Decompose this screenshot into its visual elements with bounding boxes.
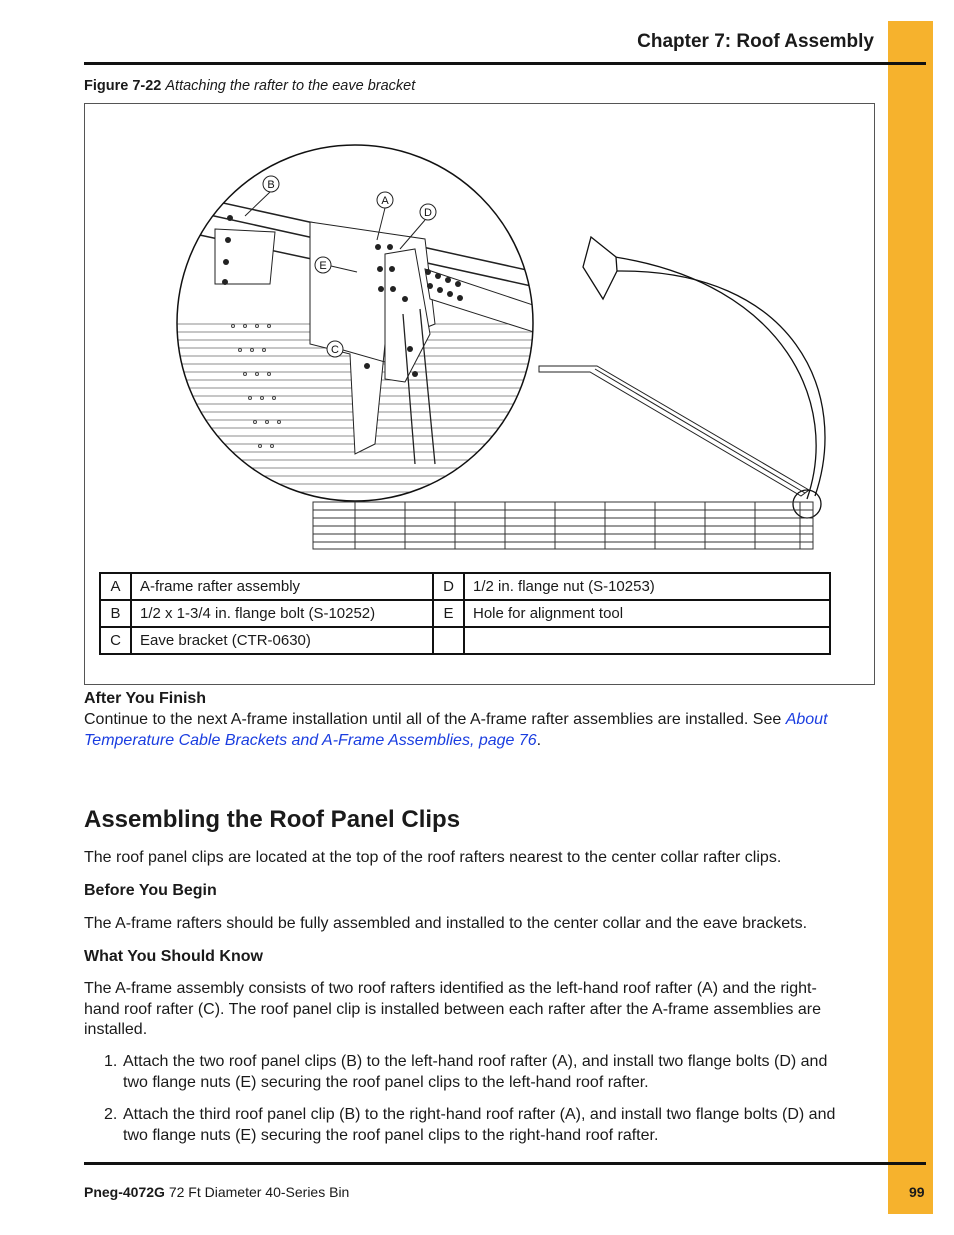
callout-e: E	[319, 260, 327, 272]
step-line: two flange nuts (E) securing the roof panel clips to the right-hand roof rafter.	[123, 1126, 659, 1144]
figure-caption	[84, 78, 415, 94]
header-rule	[84, 62, 926, 65]
after-you-finish-body: Continue to the next A-frame installation until all of the A-frame rafter assemblies are installed. See	[84, 711, 786, 728]
cross-reference-link[interactable]: About	[785, 711, 828, 728]
legend-key: B	[100, 600, 131, 627]
section-title: Assembling the Roof Panel Clips	[84, 806, 461, 833]
legend-key: A	[100, 573, 131, 600]
footer-doc	[84, 1184, 349, 1200]
know-line: The A-frame assembly consists of two roof rafters identified as the left-hand roof rafter (A) and the right-	[84, 980, 817, 997]
overview-detail-marker	[793, 490, 821, 518]
legend-value: 1/2 x 1-3/4 in. flange bolt (S-10252)	[131, 600, 433, 627]
know-line: hand roof rafter (C). The roof panel clip is installed between each rafter after the A-frame assemblies are	[84, 1000, 821, 1018]
legend-value: Eave bracket (CTR-0630)	[131, 627, 433, 654]
legend-row	[100, 573, 830, 600]
what-you-should-know-heading: What You Should Know	[84, 948, 263, 965]
step-number: 1.	[104, 1053, 118, 1070]
detail-zoom	[175, 199, 545, 492]
legend-row	[100, 600, 830, 627]
cross-reference-link-cont[interactable]: Temperature Cable Brackets and A-Frame Assemblies, page 76	[84, 731, 537, 749]
bin-wall-overview	[313, 502, 813, 549]
step-text	[123, 1105, 874, 1146]
step-number: 2.	[104, 1106, 118, 1123]
legend-key	[433, 627, 464, 654]
legend-key: E	[433, 600, 464, 627]
section-intro: The roof panel clips are located at the top of the roof rafters nearest to the center collar rafter clips.	[84, 849, 782, 866]
before-you-begin-heading: Before You Begin	[84, 882, 217, 899]
legend-value: 1/2 in. flange nut (S-10253)	[464, 573, 830, 600]
legend-table	[99, 572, 831, 655]
step-line: Attach the two roof panel clips (B) to the left-hand roof rafter (A), and install two flange bolts (D) and	[123, 1053, 828, 1070]
figure-number: Figure 7-22	[84, 78, 162, 94]
callout-d: D	[424, 207, 432, 219]
callout-b: B	[267, 179, 275, 191]
after-you-finish-text	[84, 710, 874, 751]
footer-rule	[84, 1162, 926, 1165]
page-number: 99	[909, 1184, 925, 1200]
footer-doc-title: 72 Ft Diameter 40-Series Bin	[164, 1184, 350, 1200]
before-you-begin-text: The A-frame rafters should be fully assembled and installed to the center collar and the eave brackets.	[84, 915, 808, 932]
chapter-title: Chapter 7: Roof Assembly	[637, 31, 874, 52]
callout-a: A	[381, 195, 389, 207]
figure-caption-text: Attaching the rafter to the eave bracket	[165, 78, 416, 94]
after-you-finish-end: .	[536, 731, 542, 749]
step-line: Attach the third roof panel clip (B) to the right-hand roof rafter (A), and install two flange bolts (D) and	[123, 1106, 836, 1123]
rafter-eave-illustration	[85, 104, 874, 564]
know-line: installed.	[84, 1021, 148, 1038]
legend-row	[100, 627, 830, 654]
rafter-overview	[539, 366, 809, 496]
curved-arrow-inner	[617, 271, 825, 496]
what-you-should-know-text	[84, 979, 874, 1041]
curved-arrow-outer	[615, 257, 816, 499]
after-you-finish-heading: After You Finish	[84, 690, 207, 707]
legend-value: Hole for alignment tool	[464, 600, 830, 627]
step-line: two flange nuts (E) securing the roof panel clips to the left-hand roof rafter.	[123, 1073, 649, 1091]
legend-key: C	[100, 627, 131, 654]
legend-value: A-frame rafter assembly	[131, 573, 433, 600]
figure-frame	[84, 103, 875, 685]
callout-c: C	[331, 344, 339, 356]
curved-arrow-head	[583, 237, 617, 299]
footer-doc-id: Pneg-4072G	[84, 1184, 165, 1200]
legend-key: D	[433, 573, 464, 600]
legend-value	[464, 627, 830, 654]
chapter-color-tab	[888, 21, 933, 1214]
step-text	[123, 1052, 874, 1093]
